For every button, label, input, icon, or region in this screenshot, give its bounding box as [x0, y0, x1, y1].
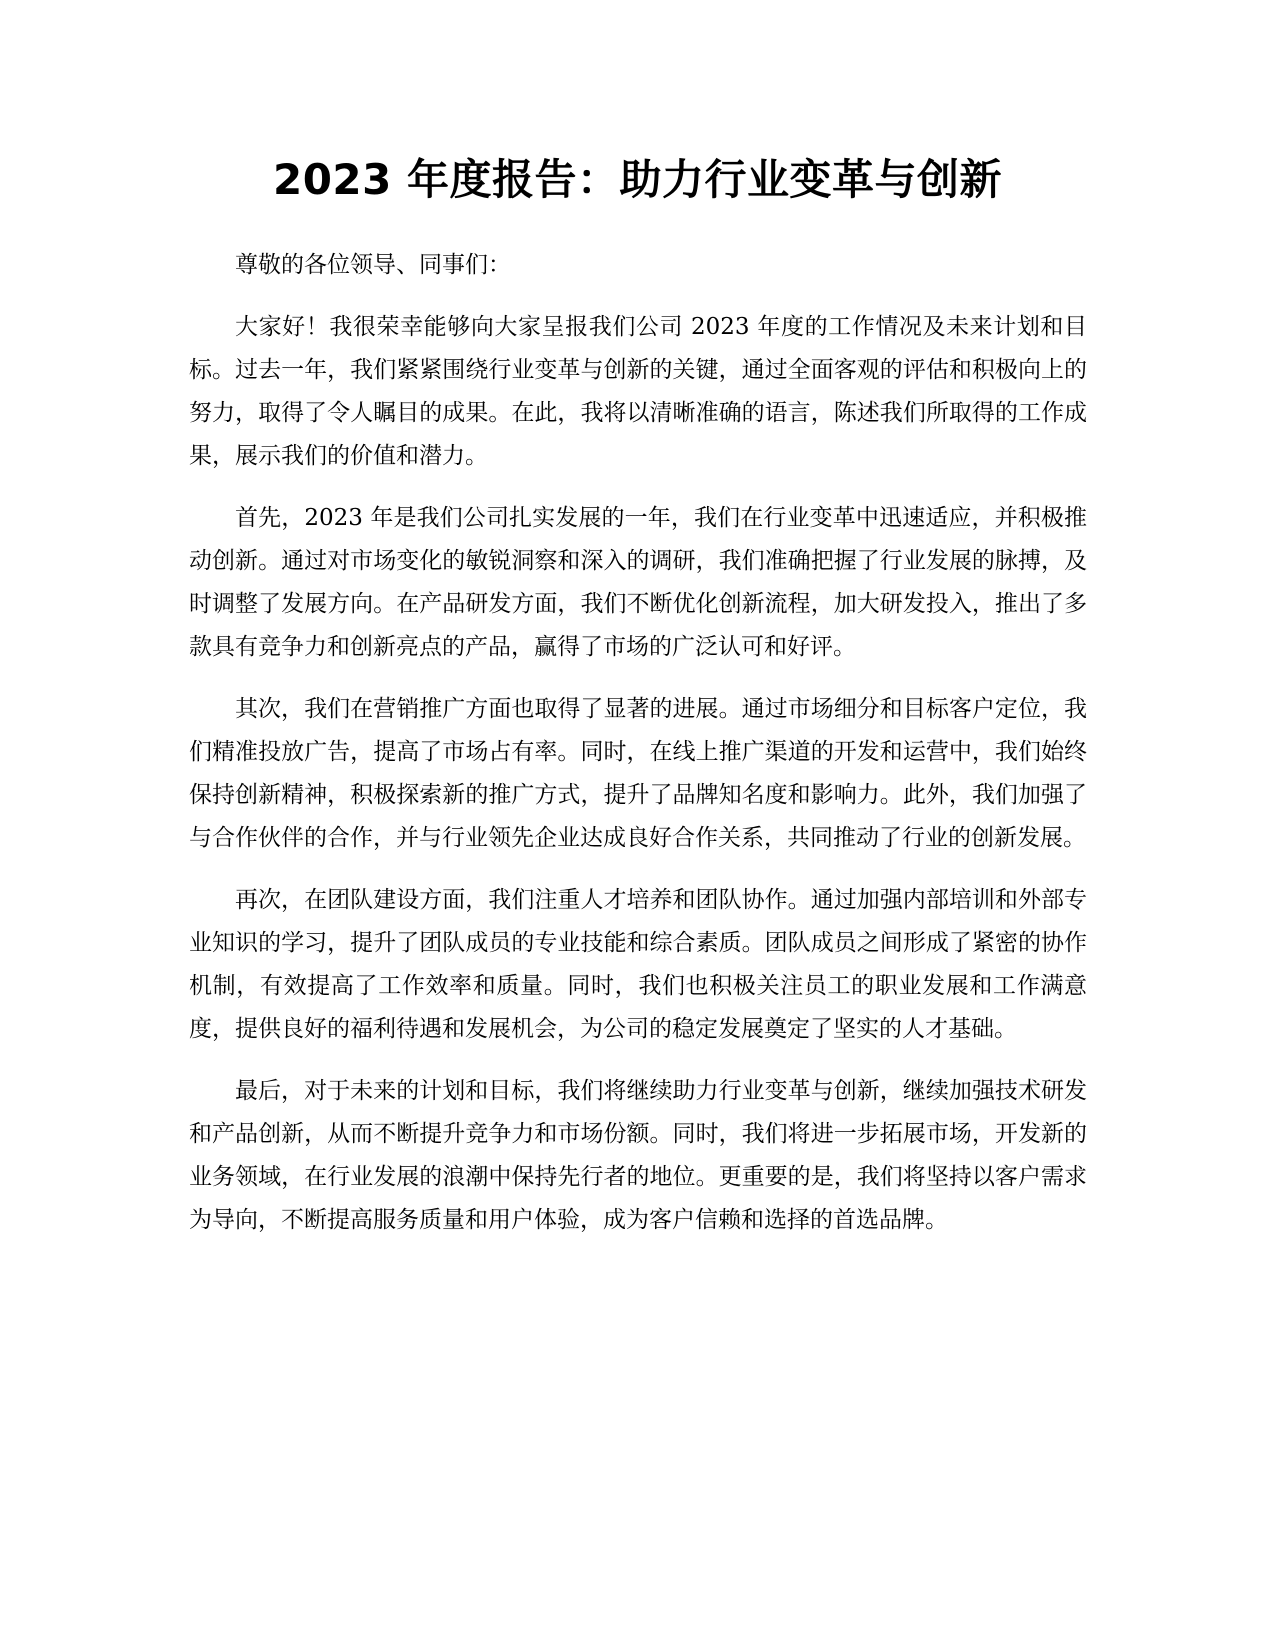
body-paragraph-intro: 大家好！我很荣幸能够向大家呈报我们公司 2023 年度的工作情况及未来计划和目标。过去一年，我们紧紧围绕行业变革与创新的关键，通过全面客观的评估和积极向上的努力，取得了令人瞩目的成果。在此，我将以清晰准确的语言，陈述我们所取得的工作成果，展示我们的价值和潜力。	[189, 314, 1087, 469]
salutation-paragraph: 尊敬的各位领导、同事们：	[235, 252, 511, 278]
document-title: 2023 年度报告：助力行业变革与创新	[272, 155, 1003, 204]
body-paragraph-second: 其次，我们在营销推广方面也取得了显著的进展。通过市场细分和目标客户定位，我们精准投放广告，提高了市场占有率。同时，在线上推广渠道的开发和运营中，我们始终保持创新精神，积极探索新的推广方式，提升了品牌知名度和影响力。此外，我们加强了与合作伙伴的合作，并与行业领先企业达成良好合作关系，共同推动了行业的创新发展。	[189, 696, 1087, 851]
body-paragraph-third: 再次，在团队建设方面，我们注重人才培养和团队协作。通过加强内部培训和外部专业知识的学习，提升了团队成员的专业技能和综合素质。团队成员之间形成了紧密的协作机制，有效提高了工作效率和质量。同时，我们也积极关注员工的职业发展和工作满意度，提供良好的福利待遇和发展机会，为公司的稳定发展奠定了坚实的人才基础。	[189, 887, 1087, 1042]
document-body	[189, 244, 1087, 1261]
body-paragraph-last: 最后，对于未来的计划和目标，我们将继续助力行业变革与创新，继续加强技术研发和产品创新，从而不断提升竞争力和市场份额。同时，我们将进一步拓展市场，开发新的业务领域，在行业发展的浪潮中保持先行者的地位。更重要的是，我们将坚持以客户需求为导向，不断提高服务质量和用户体验，成为客户信赖和选择的首选品牌。	[189, 1078, 1087, 1233]
body-paragraph-first: 首先，2023 年是我们公司扎实发展的一年，我们在行业变革中迅速适应，并积极推动创新。通过对市场变化的敏锐洞察和深入的调研，我们准确把握了行业发展的脉搏，及时调整了发展方向。在产品研发方面，我们不断优化创新流程，加大研发投入，推出了多款具有竞争力和创新亮点的产品，赢得了市场的广泛认可和好评。	[189, 505, 1087, 660]
